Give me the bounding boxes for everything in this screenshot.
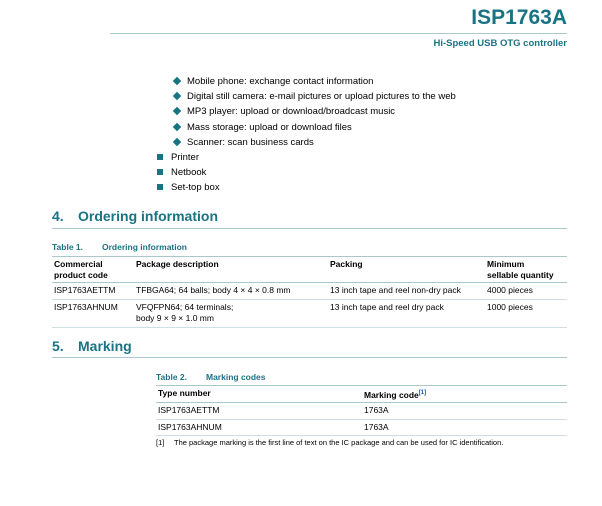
diamond-bullet-icon [173, 122, 181, 130]
list-item: Scanner: scan business cards [173, 135, 456, 150]
square-bullet-icon [157, 184, 163, 190]
product-code-cell: ISP1763AHNUM [52, 299, 134, 327]
column-header: Marking code[1] [362, 386, 567, 403]
marking-table [156, 385, 567, 436]
footnote-link[interactable]: [1] [418, 390, 427, 396]
header-rule [110, 33, 567, 34]
column-header: Package description [134, 257, 328, 283]
list-item: Set-top box [157, 180, 220, 195]
quantity-cell: 4000 pieces [485, 283, 567, 300]
list-item: Digital still camera: e-mail pictures or upload pictures to the web [173, 89, 456, 104]
list-item: Mass storage: upload or download files [173, 120, 456, 135]
table-row [52, 299, 567, 327]
document-title: ISP1763A [471, 6, 567, 29]
packing-cell: 13 inch tape and reel dry pack [328, 299, 485, 327]
marking-code-cell: 1763A [362, 403, 567, 420]
list-item: Printer [157, 150, 220, 165]
table-footnote: [1] The package marking is the first line of text on the IC package and can be used for IC identification. [156, 438, 504, 447]
table-caption: Table 2. Marking codes [156, 372, 266, 382]
type-number-cell: ISP1763AETTM [156, 403, 362, 420]
section-heading-ordering: 4. Ordering information [52, 208, 218, 224]
diamond-bullet-icon [173, 107, 181, 115]
table-row [156, 419, 567, 436]
table-header-row [156, 386, 567, 403]
list-item: Netbook [157, 165, 220, 180]
diamond-bullet-icon [173, 77, 181, 85]
column-header: Commercial product code [52, 257, 134, 283]
section-rule [52, 228, 567, 229]
square-bullet-icon [157, 169, 163, 175]
column-header: Minimum sellable quantity [485, 257, 567, 283]
ordering-table [52, 256, 567, 328]
section-heading-marking: 5. Marking [52, 338, 132, 354]
section-rule [52, 357, 567, 358]
column-header: Type number [156, 386, 362, 403]
quantity-cell: 1000 pieces [485, 299, 567, 327]
package-cell: VFQFPN64; 64 terminals; body 9 × 9 × 1.0 mm [134, 299, 328, 327]
application-list [157, 150, 220, 196]
list-item: Mobile phone: exchange contact information [173, 74, 456, 89]
diamond-bullet-icon [173, 92, 181, 100]
column-header: Packing [328, 257, 485, 283]
marking-code-cell: 1763A [362, 419, 567, 436]
product-code-cell: ISP1763AETTM [52, 283, 134, 300]
table-header-row [52, 257, 567, 283]
diamond-bullet-icon [173, 138, 181, 146]
document-subtitle: Hi-Speed USB OTG controller [433, 38, 567, 49]
table-row [52, 283, 567, 300]
list-item: MP3 player: upload or download/broadcast music [173, 104, 456, 119]
table-caption: Table 1. Ordering information [52, 242, 187, 252]
table-row [156, 403, 567, 420]
package-cell: TFBGA64; 64 balls; body 4 × 4 × 0.8 mm [134, 283, 328, 300]
packing-cell: 13 inch tape and reel non-dry pack [328, 283, 485, 300]
sub-application-list [173, 74, 456, 150]
square-bullet-icon [157, 154, 163, 160]
type-number-cell: ISP1763AHNUM [156, 419, 362, 436]
